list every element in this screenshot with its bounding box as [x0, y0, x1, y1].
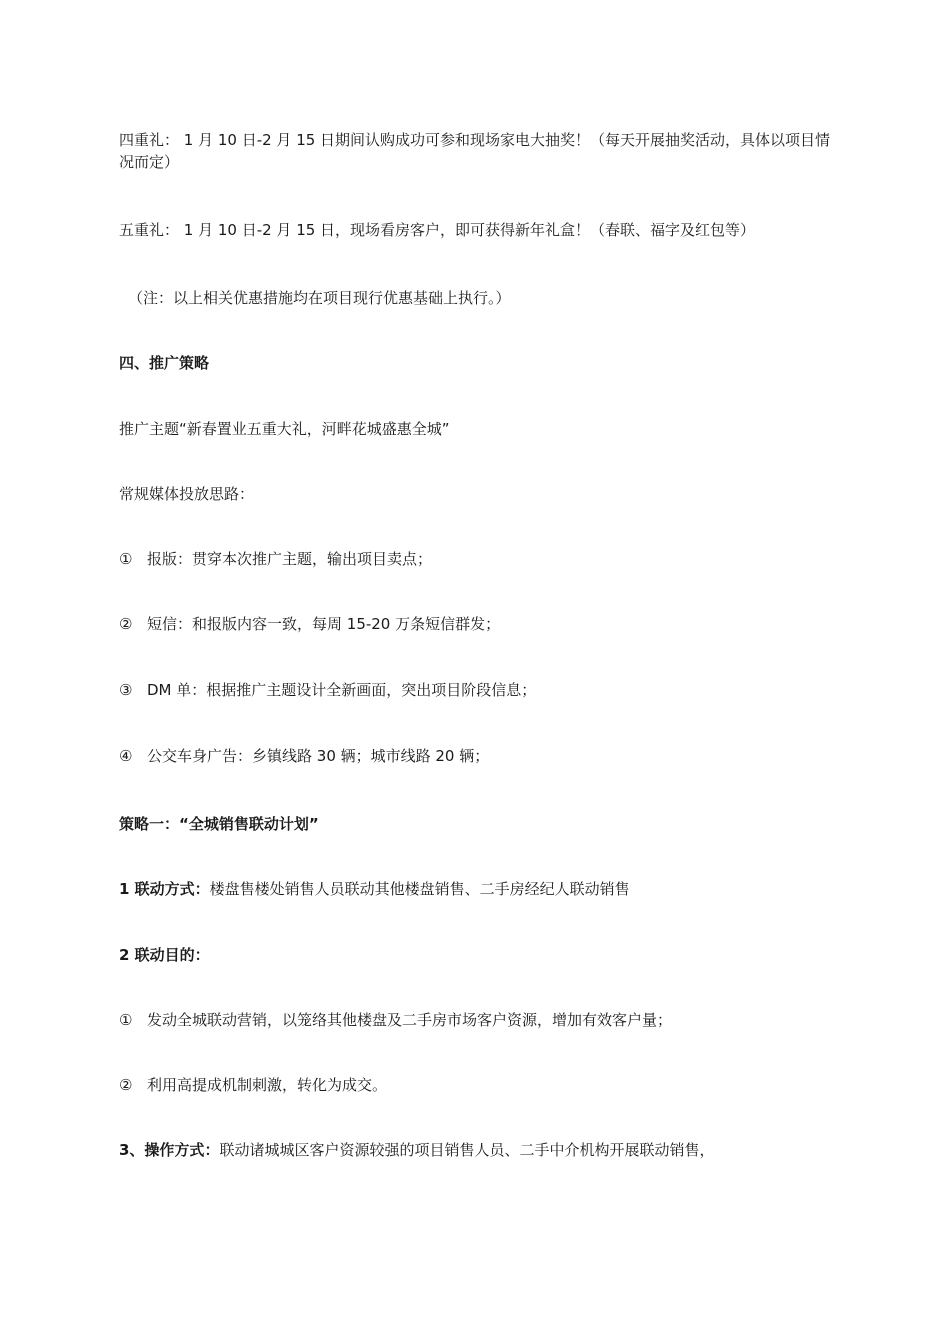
- list-item-text: 公交车身广告：乡镇线路 30 辆；城市线路 20 辆；: [147, 747, 490, 765]
- list-item: [119, 548, 835, 570]
- operation-method: [119, 1139, 835, 1161]
- linkage-method-label: 1 联动方式：: [119, 880, 210, 898]
- list-number: ②: [119, 615, 133, 633]
- list-item: [119, 613, 835, 635]
- list-item: [119, 1009, 835, 1031]
- linkage-method: [119, 878, 835, 900]
- note-paragraph: （注：以上相关优惠措施均在项目现行优惠基础上执行。）: [128, 289, 511, 307]
- list-number: ①: [119, 550, 133, 568]
- list-item-text: DM 单：根据推广主题设计全新画面，突出项目阶段信息；: [147, 681, 537, 699]
- list-item: [119, 745, 835, 767]
- list-item-text: 利用高提成机制刺激，转化为成交。: [147, 1076, 388, 1094]
- gift-four-paragraph: 四重礼： 1 月 10 日-2 月 15 日期间认购成功可参和现场家电大抽奖！（每天开展抽奖活动，具体以项目情况而定）: [119, 131, 831, 171]
- media-intro: 常规媒体投放思路：: [119, 485, 255, 503]
- list-item: [119, 679, 835, 701]
- promotion-theme: 推广主题“新春置业五重大礼，河畔花城盛惠全城”: [119, 420, 450, 438]
- list-item-text: 发动全城联动营销，以笼络其他楼盘及二手房市场客户资源，增加有效客户量；: [147, 1011, 673, 1029]
- list-item: [119, 1074, 835, 1096]
- list-item-text: 短信：和报版内容一致，每周 15-20 万条短信群发；: [147, 615, 501, 633]
- linkage-method-text: 楼盘售楼处销售人员联动其他楼盘销售、二手房经纪人联动销售: [209, 880, 630, 898]
- strategy-one-heading: 策略一：“全城销售联动计划”: [119, 815, 319, 833]
- list-item-text: 报版：贯穿本次推广主题，输出项目卖点；: [147, 550, 433, 568]
- operation-method-text: 联动诸城城区客户资源较强的项目销售人员、二手中介机构开展联动销售，: [219, 1141, 715, 1159]
- list-number: ③: [119, 681, 133, 699]
- list-number: ④: [119, 747, 133, 765]
- list-number: ②: [119, 1076, 133, 1094]
- section-heading-promotion: 四、推广策略: [119, 354, 210, 372]
- list-number: ①: [119, 1011, 133, 1029]
- operation-method-label: 3、操作方式：: [119, 1141, 220, 1159]
- gift-five-paragraph: 五重礼： 1 月 10 日-2 月 15 日，现场看房客户，即可获得新年礼盒！（春联、福字及红包等）: [119, 221, 756, 239]
- linkage-goal-label: 2 联动目的：: [119, 946, 210, 964]
